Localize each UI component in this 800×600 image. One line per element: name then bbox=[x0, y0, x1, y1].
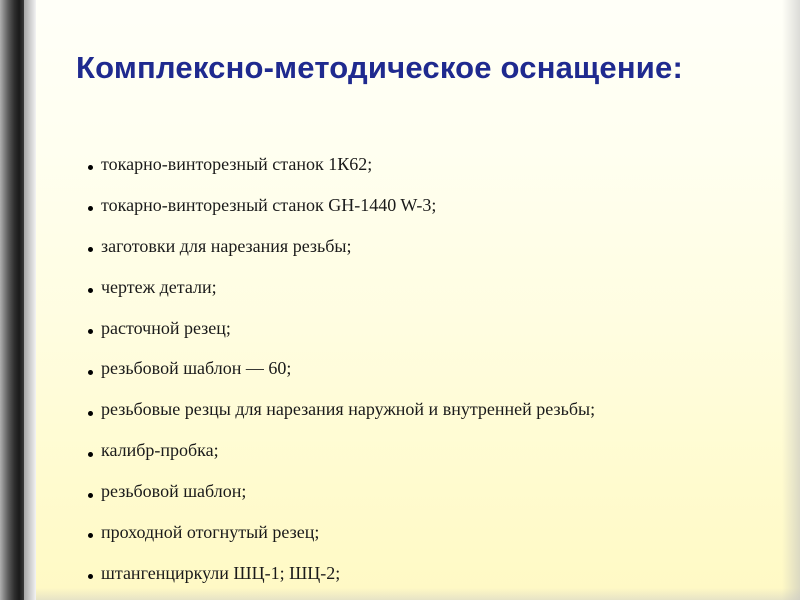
list-item-text: токарно-винторезный станок 1К62; bbox=[101, 153, 373, 174]
bullet-icon bbox=[88, 329, 93, 334]
list-item bbox=[88, 185, 788, 226]
slide-right-edge bbox=[782, 0, 800, 600]
bullet-icon bbox=[88, 493, 93, 498]
bullet-icon bbox=[88, 574, 93, 579]
equipment-list bbox=[88, 144, 788, 594]
list-item-text: проходной отогнутый резец; bbox=[101, 521, 320, 542]
slide-bottom-edge bbox=[36, 588, 800, 600]
list-item bbox=[88, 512, 788, 553]
list-item-text: резьбовой шаблон; bbox=[101, 481, 247, 502]
bullet-icon bbox=[88, 165, 93, 170]
bullet-icon bbox=[88, 288, 93, 293]
bullet-icon bbox=[88, 411, 93, 416]
list-item bbox=[88, 308, 788, 349]
bullet-icon bbox=[88, 533, 93, 538]
list-item bbox=[88, 144, 788, 185]
bullet-icon bbox=[88, 247, 93, 252]
list-item bbox=[88, 267, 788, 308]
list-item-text: резьбовые резцы для нарезания наружной и внутренней резьбы; bbox=[101, 399, 596, 420]
list-item-text: токарно-винторезный станок GH-1440 W-3; bbox=[101, 194, 437, 215]
list-item-text: калибр-пробка; bbox=[101, 440, 219, 461]
list-item bbox=[88, 348, 788, 389]
list-item-text: расточной резец; bbox=[101, 317, 231, 338]
list-item-text: чертеж детали; bbox=[101, 276, 217, 297]
slide-title: Комплексно-методическое оснащение: bbox=[76, 50, 684, 85]
list-item bbox=[88, 471, 788, 512]
bullet-icon bbox=[88, 206, 93, 211]
list-item bbox=[88, 226, 788, 267]
list-item bbox=[88, 430, 788, 471]
left-edge-strip bbox=[0, 0, 24, 600]
list-item bbox=[88, 389, 788, 430]
list-item-text: штангенциркули ШЦ-1; ШЦ-2; bbox=[101, 562, 341, 583]
slide-panel bbox=[36, 0, 800, 600]
list-item-text: резьбовой шаблон — 60; bbox=[101, 358, 292, 379]
bullet-icon bbox=[88, 370, 93, 375]
list-item-text: заготовки для нарезания резьбы; bbox=[101, 235, 352, 256]
bullet-icon bbox=[88, 452, 93, 457]
